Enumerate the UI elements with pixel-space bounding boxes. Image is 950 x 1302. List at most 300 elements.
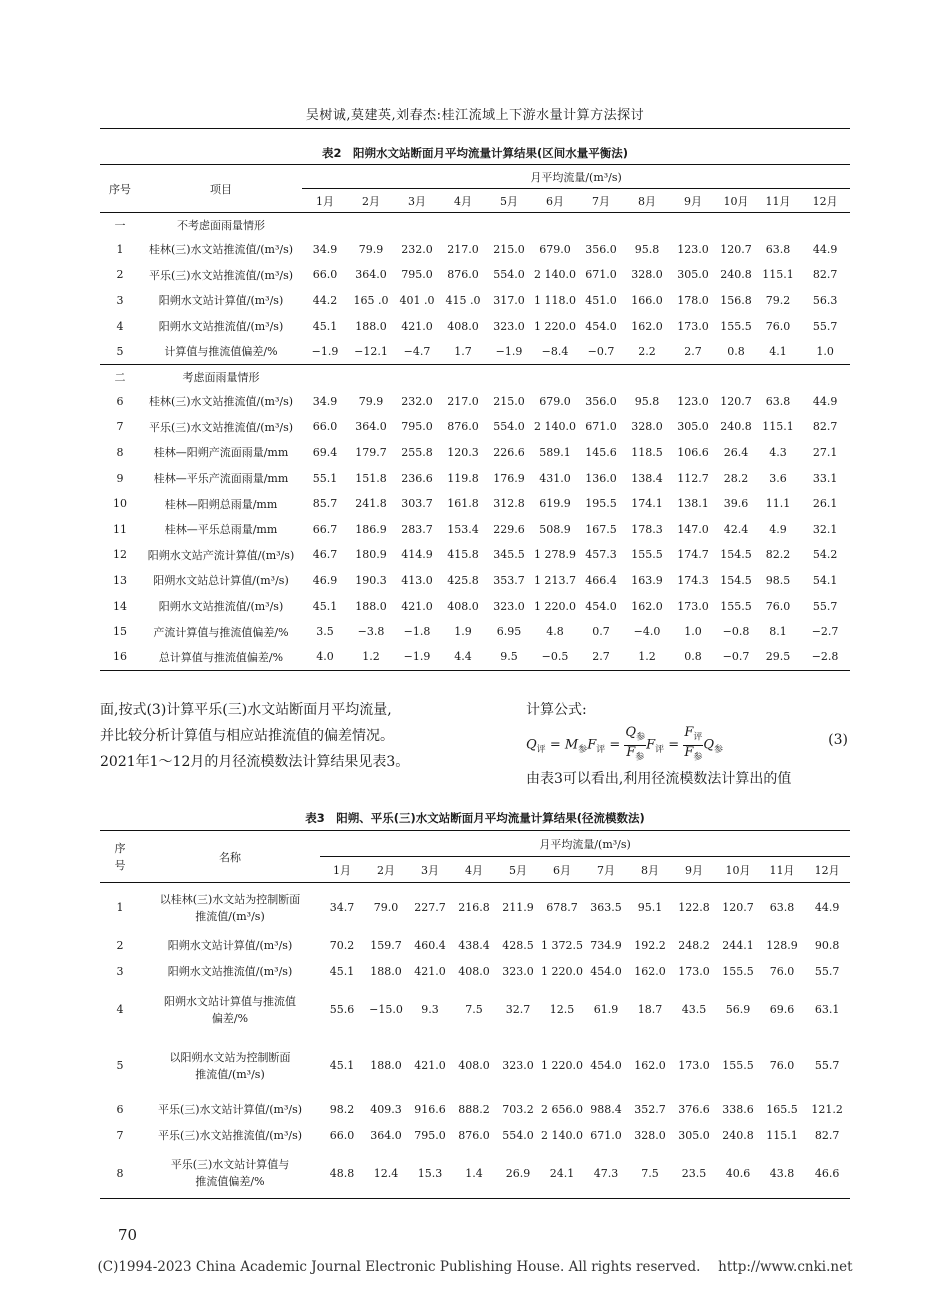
row-label-line: 以桂林(三)水文站为控制断面 bbox=[159, 892, 301, 906]
cell-value: 45.1 bbox=[329, 1059, 355, 1072]
body-line: 面,按式(3)计算平乐(三)水文站断面月平均流量, bbox=[100, 702, 392, 718]
cell-value: 82.7 bbox=[812, 268, 838, 282]
cell-value: 240.8 bbox=[720, 420, 752, 434]
row-label bbox=[140, 1123, 320, 1149]
cell-value: 338.6 bbox=[722, 1103, 754, 1116]
row-label-line: 偏差/% bbox=[211, 1011, 249, 1025]
cell-value: 876.0 bbox=[447, 268, 479, 282]
cell-value: 147.0 bbox=[677, 522, 709, 536]
cell-value: 138.4 bbox=[631, 471, 663, 485]
table-row bbox=[100, 542, 850, 568]
cell-value: 454.0 bbox=[590, 965, 622, 978]
cell-value: 671.0 bbox=[590, 1129, 622, 1142]
cell-value: 466.4 bbox=[585, 573, 617, 587]
cell-value: 227.7 bbox=[414, 901, 446, 915]
cell-value: 328.0 bbox=[631, 268, 663, 282]
cell-value: 79.9 bbox=[358, 394, 384, 408]
cell-value: 155.5 bbox=[722, 1059, 754, 1072]
cell-value: 43.5 bbox=[681, 1003, 707, 1016]
month-header: 9月 bbox=[672, 857, 716, 883]
row-number: 8 bbox=[116, 445, 124, 459]
cell-value: 23.5 bbox=[672, 1149, 716, 1199]
cell-value: 1 220.0 bbox=[541, 1059, 583, 1072]
cell-value: 408.0 bbox=[447, 319, 479, 333]
row-number: 1 bbox=[116, 901, 124, 915]
cell-value: 236.6 bbox=[401, 471, 433, 485]
cell-value: 46.9 bbox=[312, 573, 338, 587]
cell-value: 18.7 bbox=[637, 1003, 663, 1016]
cell-value: 589.1 bbox=[539, 445, 571, 459]
cell-value: 178.0 bbox=[677, 293, 709, 307]
cell-value: 8.1 bbox=[769, 625, 787, 639]
cell-value: 32.1 bbox=[812, 522, 838, 536]
cell-value: −1.9 bbox=[495, 344, 523, 358]
table-row bbox=[100, 313, 850, 339]
row-label bbox=[140, 959, 320, 985]
cell-value: 26.1 bbox=[812, 497, 838, 511]
row-number: 4 bbox=[116, 1003, 124, 1016]
col-header-item: 项目 bbox=[140, 165, 302, 213]
row-label bbox=[140, 985, 320, 1035]
row-label-line: 以阳朔水文站为控制断面 bbox=[169, 1050, 291, 1064]
cell-value: 173.0 bbox=[677, 599, 709, 613]
cell-value: 85.7 bbox=[312, 497, 338, 511]
cell-value: 120.3 bbox=[447, 445, 479, 459]
page-number: 70 bbox=[118, 1226, 138, 1244]
cell-value: 4.3 bbox=[769, 445, 787, 459]
col-header-no-part: 序 bbox=[114, 841, 126, 855]
cell-value: 123.0 bbox=[677, 242, 709, 256]
month-header: 6月 bbox=[540, 857, 584, 883]
table-row bbox=[100, 644, 850, 670]
table-row bbox=[100, 288, 850, 314]
cell-value: 66.0 bbox=[312, 268, 338, 282]
month-header: 8月 bbox=[624, 189, 670, 213]
month-header: 12月 bbox=[800, 189, 850, 213]
formula-3: $Q_评 = M_参F_评$ = $\frac{Q_参}{F_参}$ $F_评$ = $\frac{F_评}{F_参}$ $Q_参$ (3) bbox=[526, 725, 848, 763]
cell-value: 45.1 bbox=[329, 965, 355, 978]
cell-value: 226.6 bbox=[493, 445, 525, 459]
body-line: 2021年1～12月的月径流模数法计算结果见表3。 bbox=[100, 754, 410, 770]
body-left-column bbox=[100, 697, 460, 775]
cell-value: 12.5 bbox=[549, 1003, 575, 1016]
cell-value: 120.7 bbox=[720, 394, 752, 408]
row-label bbox=[140, 1149, 320, 1199]
cell-value: 2.7 bbox=[684, 344, 702, 358]
cell-value: 7.5 bbox=[465, 1003, 483, 1016]
row-number: 5 bbox=[116, 344, 124, 358]
cell-value: 460.4 bbox=[414, 939, 446, 952]
cell-value: 679.0 bbox=[539, 394, 571, 408]
cell-value: 186.9 bbox=[355, 522, 387, 536]
running-title: 吴树诚,莫建英,刘春杰:桂江流域上下游水量计算方法探讨 bbox=[305, 108, 645, 123]
cell-value: 328.0 bbox=[634, 1129, 666, 1142]
cell-value: 119.8 bbox=[447, 471, 479, 485]
cell-value: 90.8 bbox=[814, 939, 840, 952]
cell-value: 1.0 bbox=[684, 625, 702, 639]
month-header: 9月 bbox=[670, 189, 716, 213]
cell-value: −1.9 bbox=[311, 344, 339, 358]
row-number: 7 bbox=[116, 420, 124, 434]
cell-value: 3.6 bbox=[769, 471, 787, 485]
cell-value: 40.6 bbox=[716, 1149, 760, 1199]
cell-value: 364.0 bbox=[355, 268, 387, 282]
row-label bbox=[140, 1035, 320, 1097]
cell-value: 154.5 bbox=[720, 548, 752, 562]
section-number: 二 bbox=[100, 364, 140, 388]
cell-value: 162.0 bbox=[631, 319, 663, 333]
cell-value: 24.1 bbox=[540, 1149, 584, 1199]
cell-value: 95.8 bbox=[634, 242, 660, 256]
cell-value: 3.5 bbox=[316, 625, 334, 639]
cell-value: 0.8 bbox=[727, 344, 745, 358]
month-header: 2月 bbox=[348, 189, 394, 213]
month-header: 4月 bbox=[452, 857, 496, 883]
row-label-line: 平乐(三)水文站计算值/(m³/s) bbox=[157, 1103, 303, 1116]
cell-value: 70.2 bbox=[329, 939, 355, 952]
row-number: 2 bbox=[116, 939, 124, 952]
cell-value: 154.5 bbox=[720, 573, 752, 587]
cell-value: 414.9 bbox=[401, 548, 433, 562]
cell-value: 39.6 bbox=[723, 497, 749, 511]
cell-value: 55.1 bbox=[312, 471, 338, 485]
row-label: 桂林(三)水文站推流值/(m³/s) bbox=[148, 395, 294, 409]
cell-value: 159.7 bbox=[370, 939, 402, 952]
cell-value: 671.0 bbox=[585, 268, 617, 282]
month-header: 7月 bbox=[584, 857, 628, 883]
cell-value: 118.5 bbox=[631, 445, 663, 459]
cell-value: 63.8 bbox=[765, 394, 791, 408]
cell-value: 1.7 bbox=[454, 344, 472, 358]
cell-value: 988.4 bbox=[590, 1103, 622, 1116]
cell-value: 211.9 bbox=[502, 901, 534, 915]
cell-value: 153.4 bbox=[447, 522, 479, 536]
cell-value: 190.3 bbox=[355, 573, 387, 587]
cell-value: 188.0 bbox=[370, 965, 402, 978]
cell-value: 1.2 bbox=[624, 644, 670, 670]
cell-value: 431.0 bbox=[539, 471, 571, 485]
cell-value: 55.7 bbox=[814, 1059, 840, 1072]
cell-value: 115.1 bbox=[766, 1129, 798, 1142]
col-header-no bbox=[100, 831, 140, 883]
cell-value: 66.0 bbox=[312, 420, 338, 434]
cell-value: 255.8 bbox=[401, 445, 433, 459]
cell-value: 2 656.0 bbox=[541, 1103, 583, 1116]
cell-value: 232.0 bbox=[401, 394, 433, 408]
cell-value: 44.9 bbox=[814, 901, 840, 915]
cell-value: 4.4 bbox=[440, 644, 486, 670]
cell-value: 0.8 bbox=[670, 644, 716, 670]
cell-value: 795.0 bbox=[401, 268, 433, 282]
cell-value: 28.2 bbox=[723, 471, 749, 485]
cell-value: 128.9 bbox=[766, 939, 798, 952]
row-label: 阳朔水文站计算值/(m³/s) bbox=[158, 294, 284, 308]
cell-value: 155.5 bbox=[722, 965, 754, 978]
cell-value: 188.0 bbox=[355, 599, 387, 613]
table-row bbox=[100, 1149, 850, 1199]
month-header: 3月 bbox=[408, 857, 452, 883]
cell-value: 328.0 bbox=[631, 420, 663, 434]
table3-caption: 表3 阳朔、平乐(三)水文站断面月平均流量计算结果(径流模数法) bbox=[305, 811, 645, 825]
cell-value: 188.0 bbox=[370, 1059, 402, 1072]
cell-value: 54.1 bbox=[812, 573, 838, 587]
month-header: 5月 bbox=[486, 189, 532, 213]
cell-value: 1.9 bbox=[454, 625, 472, 639]
cell-value: 26.4 bbox=[723, 445, 749, 459]
cell-value: 55.7 bbox=[812, 599, 838, 613]
cell-value: 554.0 bbox=[502, 1129, 534, 1142]
cell-value: 415.8 bbox=[447, 548, 479, 562]
cell-value: 428.5 bbox=[502, 939, 534, 952]
row-label-line: 推流值/(m³/s) bbox=[195, 909, 265, 923]
cell-value: 162.0 bbox=[634, 965, 666, 978]
cell-value: 167.5 bbox=[585, 522, 617, 536]
cell-value: 1 220.0 bbox=[534, 599, 576, 613]
cell-value: 795.0 bbox=[401, 420, 433, 434]
row-label: 桂林—阳朔总雨量/mm bbox=[164, 497, 278, 511]
row-label: 阳朔水文站推流值/(m³/s) bbox=[158, 320, 284, 334]
cell-value: 401 .0 bbox=[399, 293, 435, 307]
col-header-no-part: 号 bbox=[114, 858, 126, 872]
table2-caption: 表2 阳朔水文站断面月平均流量计算结果(区间水量平衡法) bbox=[321, 146, 628, 160]
cell-value: 1 372.5 bbox=[541, 939, 583, 952]
row-label: 阳朔水文站总计算值/(m³/s) bbox=[153, 574, 289, 588]
table2 bbox=[100, 164, 850, 671]
cell-value: 69.6 bbox=[769, 1003, 795, 1016]
cell-value: 76.0 bbox=[765, 599, 791, 613]
cell-value: 44.9 bbox=[812, 394, 838, 408]
cell-value: 1 118.0 bbox=[534, 293, 576, 307]
cell-value: 9.5 bbox=[486, 644, 532, 670]
table-row bbox=[100, 1097, 850, 1123]
table-row bbox=[100, 414, 850, 440]
row-label: 总计算值与推流值偏差/% bbox=[140, 644, 302, 670]
cell-value: 240.8 bbox=[722, 1129, 754, 1142]
cell-value: −2.7 bbox=[811, 625, 839, 639]
cell-value: 356.0 bbox=[585, 242, 617, 256]
row-label-line: 阳朔水文站推流值/(m³/s) bbox=[167, 965, 293, 978]
cell-value: 79.2 bbox=[765, 293, 791, 307]
row-label: 桂林—平乐总雨量/mm bbox=[164, 523, 278, 537]
cell-value: 54.2 bbox=[812, 548, 838, 562]
cell-value: 44.2 bbox=[312, 293, 338, 307]
row-number: 6 bbox=[116, 1103, 124, 1116]
cell-value: 162.0 bbox=[634, 1059, 666, 1072]
row-label: 平乐(三)水文站推流值/(m³/s) bbox=[148, 268, 294, 282]
month-header: 4月 bbox=[440, 189, 486, 213]
cell-value: 44.9 bbox=[812, 242, 838, 256]
month-header: 3月 bbox=[394, 189, 440, 213]
cell-value: −4.7 bbox=[403, 344, 431, 358]
cell-value: 916.6 bbox=[414, 1103, 446, 1116]
cell-value: 438.4 bbox=[458, 939, 490, 952]
cell-value: 323.0 bbox=[493, 599, 525, 613]
table-row bbox=[100, 388, 850, 414]
section-number: 一 bbox=[114, 218, 126, 232]
cell-value: 425.8 bbox=[447, 573, 479, 587]
cell-value: 174.3 bbox=[677, 573, 709, 587]
month-header: 7月 bbox=[578, 189, 624, 213]
table-row bbox=[100, 568, 850, 594]
col-header-group: 月平均流量/(m³/s) bbox=[320, 831, 850, 857]
cell-value: 11.1 bbox=[765, 497, 791, 511]
col-header-group: 月平均流量/(m³/s) bbox=[302, 165, 850, 189]
cell-value: 45.1 bbox=[312, 319, 338, 333]
cell-value: 56.3 bbox=[812, 293, 838, 307]
row-label bbox=[140, 1097, 320, 1123]
month-header: 5月 bbox=[496, 857, 540, 883]
cell-value: 6.95 bbox=[496, 625, 522, 639]
row-number: 15 bbox=[113, 625, 127, 639]
cell-value: 1.4 bbox=[452, 1149, 496, 1199]
cell-value: −1.9 bbox=[394, 644, 440, 670]
row-label: 阳朔水文站推流值/(m³/s) bbox=[158, 600, 284, 614]
cell-value: 876.0 bbox=[447, 420, 479, 434]
cell-value: 364.0 bbox=[355, 420, 387, 434]
cell-value: 166.0 bbox=[631, 293, 663, 307]
row-label: 计算值与推流值偏差/% bbox=[164, 345, 278, 359]
cell-value: 4.9 bbox=[769, 522, 787, 536]
cell-value: 173.0 bbox=[677, 319, 709, 333]
cell-value: 173.0 bbox=[678, 1059, 710, 1072]
cell-value: 217.0 bbox=[447, 394, 479, 408]
cell-value: 1.0 bbox=[816, 344, 834, 358]
cell-value: 364.0 bbox=[370, 1129, 402, 1142]
cell-value: 33.1 bbox=[812, 471, 838, 485]
table-row bbox=[100, 237, 850, 263]
cell-value: 217.0 bbox=[447, 242, 479, 256]
cell-value: 244.1 bbox=[722, 939, 754, 952]
col-header-name: 名称 bbox=[140, 831, 320, 883]
cell-value: 76.0 bbox=[769, 1059, 795, 1072]
cell-value: 703.2 bbox=[502, 1103, 534, 1116]
cell-value: 619.9 bbox=[539, 497, 571, 511]
cell-value: 323.0 bbox=[502, 1059, 534, 1072]
cell-value: 312.8 bbox=[493, 497, 525, 511]
cell-value: 421.0 bbox=[401, 599, 433, 613]
table-row bbox=[100, 339, 850, 365]
table-row bbox=[100, 516, 850, 542]
month-header: 10月 bbox=[716, 189, 756, 213]
cell-value: −3.8 bbox=[357, 625, 385, 639]
cell-value: 454.0 bbox=[590, 1059, 622, 1072]
row-number: 6 bbox=[116, 394, 124, 408]
cell-value: 356.0 bbox=[585, 394, 617, 408]
cell-value: 2 140.0 bbox=[534, 420, 576, 434]
cell-value: 1.2 bbox=[348, 644, 394, 670]
cell-value: 9.3 bbox=[421, 1003, 439, 1016]
row-label: 桂林—平乐产流面雨量/mm bbox=[153, 472, 289, 486]
cell-value: 554.0 bbox=[493, 420, 525, 434]
cell-value: −2.8 bbox=[800, 644, 850, 670]
cell-value: 2 140.0 bbox=[541, 1129, 583, 1142]
cell-value: 734.9 bbox=[590, 939, 622, 952]
cell-value: 161.8 bbox=[447, 497, 479, 511]
cell-value: 671.0 bbox=[585, 420, 617, 434]
cell-value: 82.7 bbox=[814, 1129, 840, 1142]
cell-value: 69.4 bbox=[312, 445, 338, 459]
row-label: 阳朔水文站产流计算值/(m³/s) bbox=[147, 548, 295, 562]
month-header: 10月 bbox=[716, 857, 760, 883]
cell-value: 163.9 bbox=[631, 573, 663, 587]
cell-value: 120.7 bbox=[720, 242, 752, 256]
cell-value: 408.0 bbox=[458, 1059, 490, 1072]
row-label-line: 阳朔水文站计算值与推流值 bbox=[164, 994, 296, 1008]
row-number: 4 bbox=[116, 319, 124, 333]
cell-value: 4.1 bbox=[769, 344, 787, 358]
cell-value: 98.5 bbox=[765, 573, 791, 587]
cell-value: 409.3 bbox=[370, 1103, 402, 1116]
cell-value: 115.1 bbox=[762, 420, 794, 434]
cell-value: 43.8 bbox=[760, 1149, 804, 1199]
section-title: 不考虑面雨量情形 bbox=[177, 218, 265, 232]
cell-value: −12.1 bbox=[354, 344, 388, 358]
cell-value: 155.5 bbox=[720, 319, 752, 333]
cell-value: 95.1 bbox=[637, 901, 663, 915]
cell-value: 79.0 bbox=[373, 901, 399, 915]
cell-value: 678.7 bbox=[546, 901, 578, 915]
cell-value: 454.0 bbox=[585, 319, 617, 333]
row-label-line: 平乐(三)水文站计算值与 bbox=[170, 1158, 290, 1172]
cell-value: 229.6 bbox=[493, 522, 525, 536]
cell-value: 323.0 bbox=[493, 319, 525, 333]
cell-value: 115.1 bbox=[762, 268, 794, 282]
cell-value: 7.5 bbox=[628, 1149, 672, 1199]
cell-value: −8.4 bbox=[541, 344, 569, 358]
cell-value: 248.2 bbox=[678, 939, 710, 952]
cell-value: 12.4 bbox=[364, 1149, 408, 1199]
cell-value: 232.0 bbox=[401, 242, 433, 256]
cell-value: 305.0 bbox=[677, 268, 709, 282]
month-header: 6月 bbox=[532, 189, 578, 213]
cell-value: 241.8 bbox=[355, 497, 387, 511]
cell-value: 2.2 bbox=[638, 344, 656, 358]
cell-value: 457.3 bbox=[585, 548, 617, 562]
cell-value: 888.2 bbox=[458, 1103, 490, 1116]
cell-value: 26.9 bbox=[496, 1149, 540, 1199]
cell-value: 55.6 bbox=[329, 1003, 355, 1016]
row-number: 12 bbox=[113, 548, 127, 562]
cell-value: 421.0 bbox=[401, 319, 433, 333]
table-row bbox=[100, 440, 850, 466]
cell-value: 151.8 bbox=[355, 471, 387, 485]
cell-value: 138.1 bbox=[677, 497, 709, 511]
row-number: 11 bbox=[113, 522, 127, 536]
cell-value: 156.8 bbox=[720, 293, 752, 307]
table-row bbox=[100, 933, 850, 959]
cell-value: 34.9 bbox=[312, 394, 338, 408]
cell-value: 192.2 bbox=[634, 939, 666, 952]
cell-value: 345.5 bbox=[493, 548, 525, 562]
row-number: 8 bbox=[100, 1149, 140, 1199]
cell-value: 136.0 bbox=[585, 471, 617, 485]
cell-value: 188.0 bbox=[355, 319, 387, 333]
row-label: 产流计算值与推流值偏差/% bbox=[153, 625, 289, 639]
formula-label: 计算公式: bbox=[526, 702, 587, 718]
row-number: 2 bbox=[116, 268, 124, 282]
cell-value: 195.5 bbox=[585, 497, 617, 511]
cell-value: 1 213.7 bbox=[534, 573, 576, 587]
cell-value: 2 140.0 bbox=[534, 268, 576, 282]
cell-value: 56.9 bbox=[725, 1003, 751, 1016]
row-number: 14 bbox=[113, 599, 127, 613]
cell-value: 42.4 bbox=[723, 522, 749, 536]
cell-value: 47.3 bbox=[584, 1149, 628, 1199]
month-header: 8月 bbox=[628, 857, 672, 883]
row-number: 10 bbox=[113, 497, 127, 511]
cell-value: 66.0 bbox=[329, 1129, 355, 1142]
cell-value: −15.0 bbox=[369, 1003, 403, 1016]
